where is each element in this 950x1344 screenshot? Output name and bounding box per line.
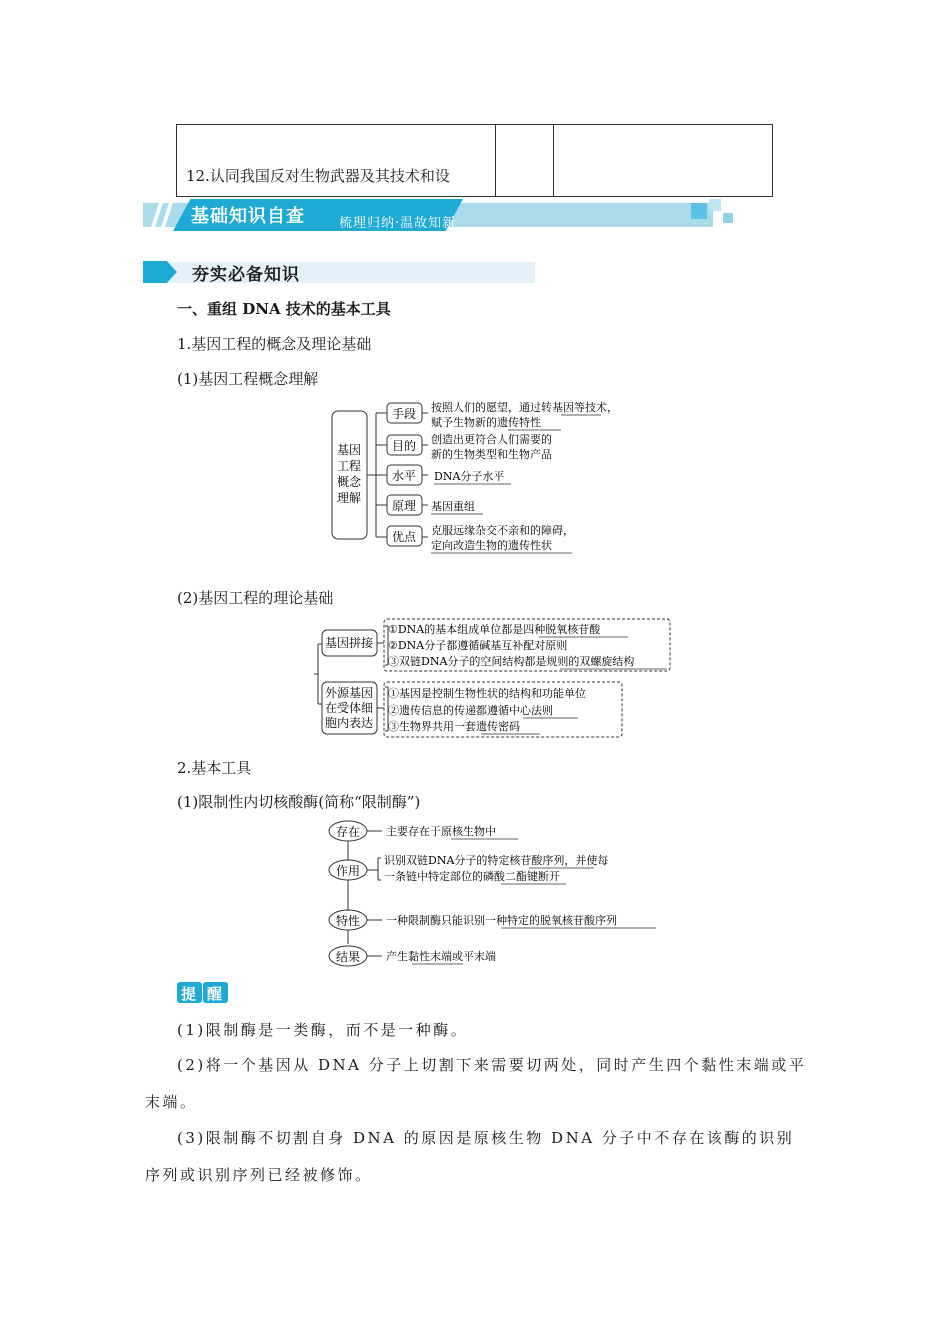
item-text: ③双链DNA分子的空间结构都是规则的双螺旋结构 (388, 655, 635, 668)
node-text: 主要存在于原核生物中 (386, 825, 496, 838)
node-label: 作用 (335, 864, 361, 878)
item-text: ③生物界共用一套遗传密码 (388, 720, 520, 733)
center-label: 基因 (336, 443, 362, 457)
connector-lines (367, 831, 382, 956)
node-label: 结果 (335, 950, 361, 964)
branch-label: 手段 (391, 407, 417, 421)
node-text: 产生黏性末端或平末端 (386, 950, 496, 963)
note-paragraph: (2)将一个基因从 DNA 分子上切割下来需要切两处，同时产生四个黏性末端或平末端。 (145, 1056, 807, 1111)
banner-subtitle: 梳理归纳·温故知新 (339, 216, 457, 231)
heading-theory: (2)基因工程的理论基础 (177, 589, 334, 607)
center-label: 工程 (336, 459, 362, 473)
node-text: 识别双链DNA分子的特定核苷酸序列，并使每 (384, 854, 609, 867)
heading-tools: 一、重组 DNA 技术的基本工具 (177, 300, 391, 318)
connector-lines (377, 643, 384, 708)
node-text: 一条链中特定部位的磷酸二酯键断开 (384, 870, 560, 883)
tip-char: 提 (181, 985, 197, 1003)
note-paragraph: (3)限制酶不切割自身 DNA 的原因是原核生物 DNA 分子中不存在该酶的识别序列或识别序列已经被修饰。 (145, 1129, 795, 1184)
objectives-table (176, 124, 773, 197)
item-text: ②遗传信息的传递都遵循中心法则 (388, 704, 553, 717)
subsection-title: 夯实必备知识 (192, 265, 300, 285)
node-label: 存在 (335, 825, 361, 839)
subsection-heading (143, 260, 535, 284)
branch-lines (376, 413, 387, 537)
branch-text: 基因重组 (431, 500, 475, 513)
concept-diagram (328, 393, 658, 558)
branch-label: 原理 (391, 499, 417, 513)
theory-diagram (310, 614, 680, 742)
tip-badge (177, 982, 231, 1003)
branch-text: DNA分子水平 (434, 470, 505, 483)
group-label: 在受体细 (324, 701, 374, 715)
heading-basic-tools: 2.基本工具 (177, 759, 252, 777)
branch-text: 创造出更符合人们需要的 (431, 433, 552, 446)
bracket (314, 644, 322, 704)
banner-title: 基础知识自查 (191, 206, 305, 227)
branch-text: 赋予生物新的遗传特性 (431, 416, 541, 429)
heading-concept: 1.基因工程的概念及理论基础 (177, 335, 372, 353)
bracket (367, 413, 376, 537)
table-cell (177, 125, 496, 196)
node-text: 一种限制酶只能识别一种特定的脱氧核苷酸序列 (386, 914, 617, 927)
branch-label: 优点 (391, 530, 417, 544)
heading-concept-understanding: (1)基因工程概念理解 (177, 370, 319, 388)
table-cell-text: 12.认同我国反对生物武器及其技术和设 (186, 167, 450, 185)
branch-label: 目的 (391, 439, 417, 453)
heading-restriction-enzyme: (1)限制性内切核酸酶(简称“限制酶”) (177, 793, 421, 811)
group-label: 基因拼接 (324, 636, 374, 650)
enzyme-diagram (326, 818, 666, 973)
decor-square (709, 199, 721, 211)
connector-lines (422, 413, 428, 537)
branch-label: 水平 (391, 469, 417, 483)
decor-square (691, 203, 707, 219)
center-label: 概念 (336, 475, 362, 489)
item-text: ①DNA的基本组成单位都是四种脱氧核苷酸 (388, 623, 601, 636)
table-cell (496, 125, 554, 196)
section-banner (143, 199, 735, 231)
branch-text: 按照人们的愿望，通过转基因等技术， (431, 401, 618, 414)
node-label: 特性 (335, 914, 361, 928)
branch-text: 克服远缘杂交不亲和的障碍， (431, 524, 574, 537)
group-label: 外源基因 (324, 686, 374, 700)
item-text: ②DNA分子都遵循碱基互补配对原则 (388, 639, 568, 652)
branch-text: 新的生物类型和生物产品 (431, 448, 552, 461)
item-text: ①基因是控制生物性状的结构和功能单位 (388, 687, 586, 700)
note-paragraph: (1)限制酶是一类酶，而不是一种酶。 (177, 1021, 469, 1039)
group-label: 胞内表达 (324, 716, 374, 730)
tip-char: 醒 (207, 985, 223, 1003)
decor-square (723, 213, 733, 223)
branch-text: 定向改造生物的遗传性状 (431, 539, 552, 552)
center-label: 理解 (336, 491, 362, 505)
